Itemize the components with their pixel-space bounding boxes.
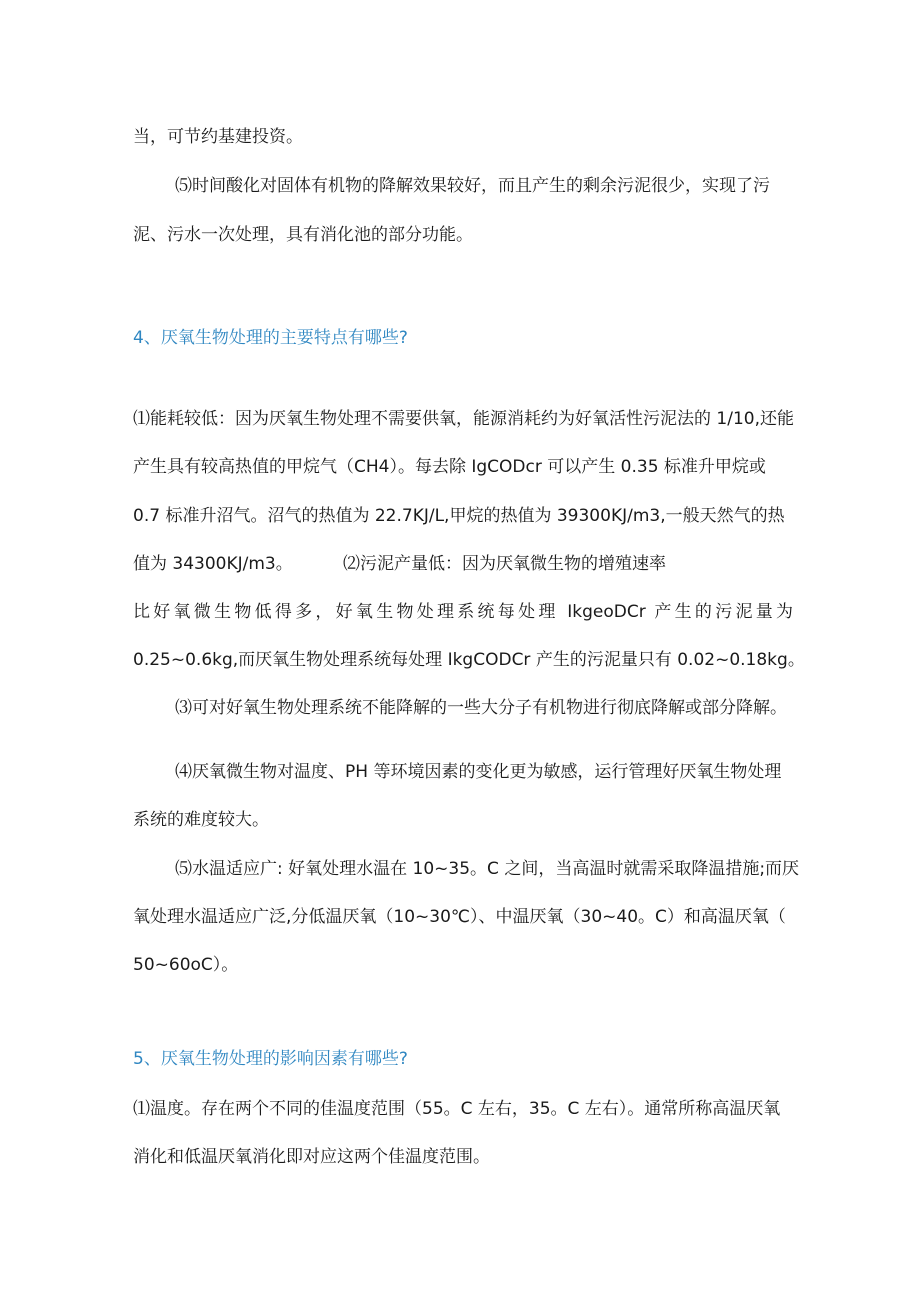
paragraph-line: 氧处理水温适应广泛,分低温厌氧（10~30℃）、中温厌氧（30~40。C）和高温厌氧（: [133, 907, 786, 927]
paragraph-line: ⑴能耗较低：因为厌氧生物处理不需要供氧，能源消耗约为好氧活性污泥法的 1/10,还能: [133, 409, 794, 429]
paragraph-line: 当，可节约基建投资。: [133, 127, 303, 147]
section-heading-4: 4、厌氧生物处理的主要特点有哪些?: [133, 328, 408, 348]
paragraph-line: 消化和低温厌氧消化即对应这两个佳温度范围。: [133, 1147, 490, 1167]
paragraph-line: 比好氧微生物低得多，好氧生物处理系统每处理 IkgeoDCr 产生的污泥量为: [133, 602, 793, 622]
paragraph-line: 0.7 标准升沼气。沼气的热值为 22.7KJ/L,甲烷的热值为 39300KJ∕m3,一般天然气的热: [133, 506, 785, 526]
section-heading-5: 5、厌氧生物处理的影响因素有哪些?: [133, 1049, 408, 1069]
paragraph-line: ⑶可对好氧生物处理系统不能降解的一些大分子有机物进行彻底降解或部分降解。: [175, 698, 787, 718]
paragraph-line: 0.25~0.6kg,而厌氧生物处理系统每处理 IkgCODCr 产生的污泥量只有 0.02~0.18kg。: [133, 650, 805, 670]
paragraph-line: 泥、污水一次处理，具有消化池的部分功能。: [133, 225, 473, 245]
paragraph-line: ⑷厌氧微生物对温度、PH 等环境因素的变化更为敏感，运行管理好厌氧生物处理: [175, 762, 782, 782]
paragraph-line: ⑸水温适应广: 好氧处理水温在 10~35。C 之间，当高温时就需采取降温措施;而厌: [175, 859, 800, 879]
paragraph-line: 系统的难度较大。: [133, 810, 269, 830]
paragraph-line: ⑵污泥产量低：因为厌氧微生物的增殖速率: [343, 554, 666, 574]
paragraph-line: ⑴温度。存在两个不同的佳温度范围（55。C 左右，35。C 左右）。通常所称高温厌氧: [133, 1099, 781, 1119]
paragraph-line: 值为 34300KJ∕m3。: [133, 554, 293, 574]
paragraph-line: 50~60oC）。: [133, 955, 239, 975]
paragraph-line: 产生具有较高热值的甲烷气（CH4）。每去除 IgCODcr 可以产生 0.35 标准升甲烷或: [133, 457, 766, 477]
paragraph-line: ⑸时间酸化对固体有机物的降解效果较好，而且产生的剩余污泥很少，实现了污: [175, 176, 770, 196]
